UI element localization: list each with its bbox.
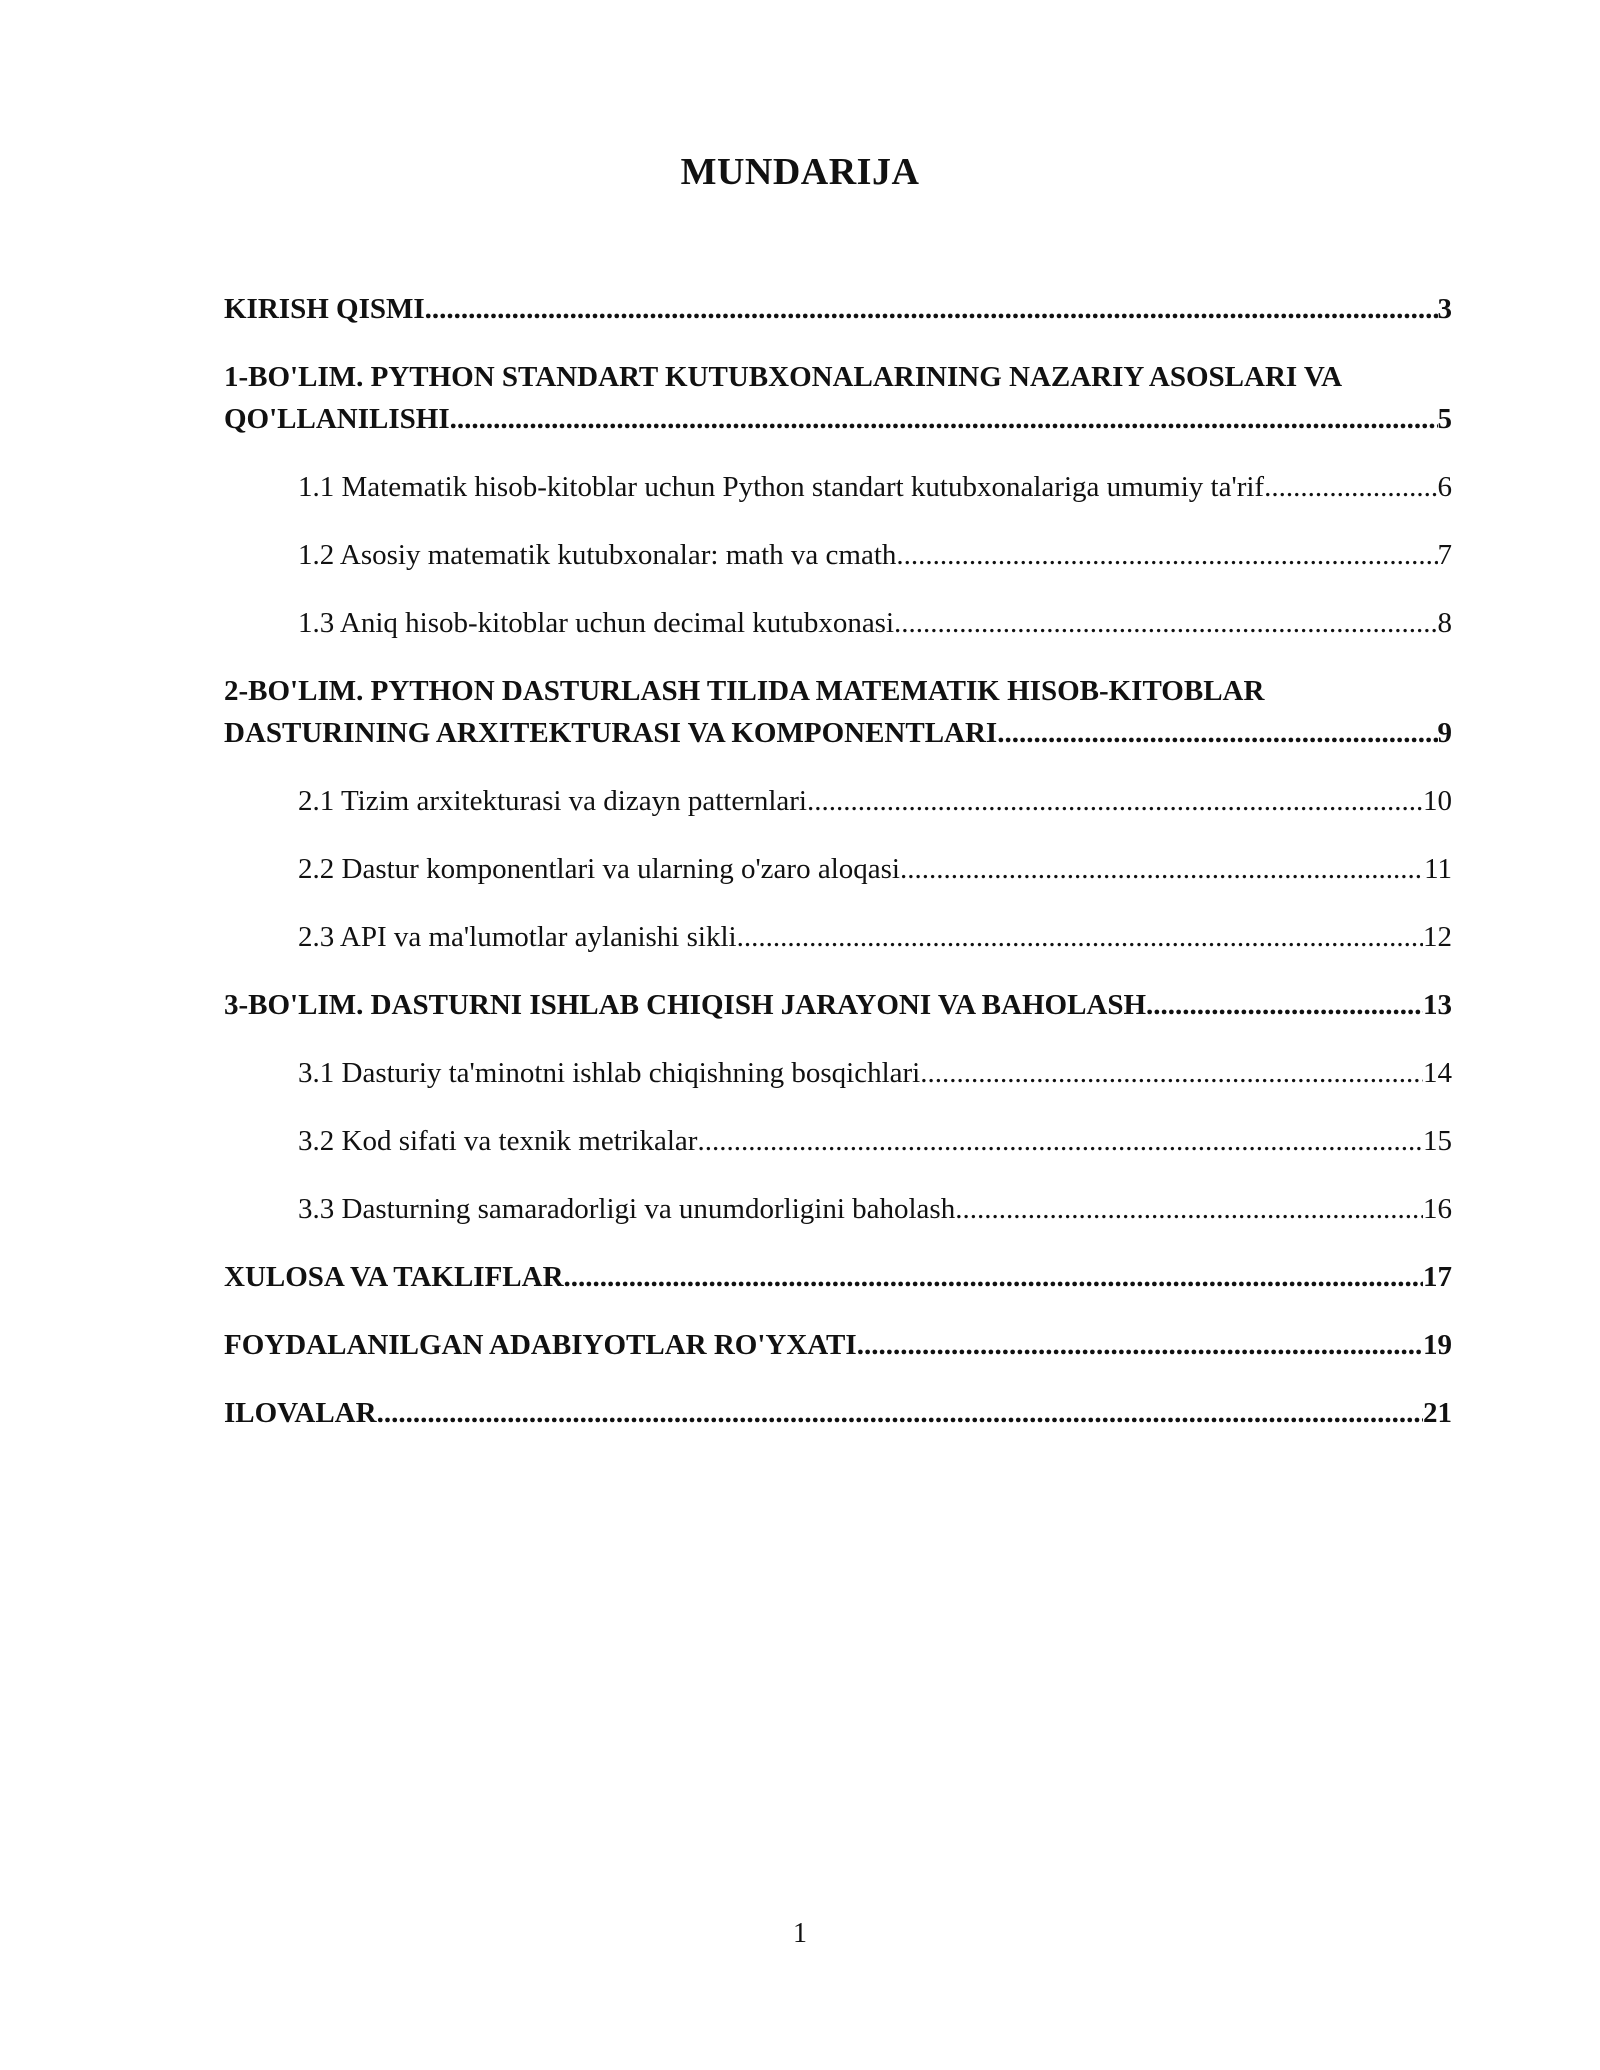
table-of-contents [224,288,1452,1460]
toc-entry-title-line: 1-BO'LIM. PYTHON STANDART KUTUBXONALARINING NAZARIY ASOSLARI VA [224,361,1343,393]
toc-section-entry[interactable] [224,288,1452,330]
toc-list [224,288,1452,1434]
toc-entry-line [298,916,1452,958]
toc-section-entry[interactable] [224,1392,1452,1434]
toc-page-number: 17 [1423,1261,1452,1293]
toc-section-entry[interactable] [224,670,1452,754]
toc-entry-line [224,398,1452,440]
toc-page-number: 21 [1423,1397,1452,1429]
toc-entry-title: 3.3 Dasturning samaradorligi va unumdorligini baholash [298,1193,956,1225]
toc-dot-leader [807,780,1423,822]
toc-dot-leader [896,534,1437,576]
toc-entry-title: 3.2 Kod sifati va texnik metrikalar [298,1125,698,1157]
toc-page-number: 11 [1424,853,1452,885]
toc-entry-title: QO'LLANILISHI [224,403,450,435]
toc-subsection-entry[interactable] [224,848,1452,890]
toc-page-number: 3 [1437,293,1452,325]
toc-dot-leader [425,288,1438,330]
toc-dot-leader [450,398,1438,440]
toc-dot-leader [564,1256,1423,1298]
toc-page-number: 9 [1437,717,1452,749]
toc-dot-leader [955,1188,1423,1230]
toc-entry-line [298,1188,1452,1230]
toc-subsection-entry[interactable] [224,916,1452,958]
toc-page-number: 15 [1423,1125,1452,1157]
toc-page-number: 14 [1423,1057,1452,1089]
toc-entry-title: DASTURINING ARXITEKTURASI VA KOMPONENTLARI [224,717,998,749]
toc-entry-line [298,602,1452,644]
toc-entry-line [224,1256,1452,1298]
toc-entry-line [224,1324,1452,1366]
toc-entry-title: 1.2 Asosiy matematik kutubxonalar: math va cmath [298,539,897,571]
toc-entry-line [298,780,1452,822]
toc-page-number: 16 [1423,1193,1452,1225]
page-number: 1 [793,1918,807,1949]
toc-page-number: 6 [1437,471,1452,503]
toc-subsection-entry[interactable] [224,602,1452,644]
toc-entry-title: 2.2 Dastur komponentlari va ularning o'zaro aloqasi [298,853,900,885]
toc-dot-leader [697,1120,1423,1162]
toc-subsection-entry[interactable] [224,534,1452,576]
toc-entry-title: 1.3 Aniq hisob-kitoblar uchun decimal kutubxonasi [298,607,895,639]
toc-entry-line [298,1120,1452,1162]
toc-entry-line [224,1392,1452,1434]
page-title: MUNDARIJA [680,151,920,193]
toc-entry-title: 2.3 API va ma'lumotlar aylanishi sikli [298,921,737,953]
toc-entry-title: KIRISH QISMI [224,293,425,325]
toc-entry-title: 3.1 Dasturiy ta'minotni ishlab chiqishning bosqichlari [298,1057,921,1089]
toc-dot-leader [857,1324,1423,1366]
toc-entry-title: ILOVALAR [224,1397,377,1429]
toc-dot-leader [737,916,1423,958]
toc-subsection-entry[interactable] [224,1052,1452,1094]
toc-entry-title: XULOSA VA TAKLIFLAR [224,1261,564,1293]
toc-section-entry[interactable] [224,356,1452,440]
toc-page-number: 8 [1437,607,1452,639]
toc-entry-line [298,1052,1452,1094]
toc-dot-leader [377,1392,1423,1434]
toc-page-number: 7 [1437,539,1452,571]
toc-section-entry[interactable] [224,984,1452,1026]
toc-entry-line [224,984,1452,1026]
toc-page-number: 13 [1423,989,1452,1021]
toc-page-number: 5 [1437,403,1452,435]
toc-entry-line [298,534,1452,576]
toc-dot-leader [900,848,1424,890]
toc-dot-leader [920,1052,1423,1094]
toc-page-number: 10 [1423,785,1452,817]
toc-section-entry[interactable] [224,1256,1452,1298]
toc-subsection-entry[interactable] [224,780,1452,822]
toc-page-number: 12 [1423,921,1452,953]
toc-entry-line [298,848,1452,890]
toc-subsection-entry[interactable] [224,1120,1452,1162]
toc-entry-title: 3-BO'LIM. DASTURNI ISHLAB CHIQISH JARAYONI VA BAHOLASH [224,989,1147,1021]
toc-entry-title: 2.1 Tizim arxitekturasi va dizayn patternlari [298,785,807,817]
toc-dot-leader [1264,466,1437,508]
toc-entry-title: FOYDALANILGAN ADABIYOTLAR RO'YXATI [224,1329,857,1361]
toc-section-entry[interactable] [224,1324,1452,1366]
toc-entry-title-line: 2-BO'LIM. PYTHON DASTURLASH TILIDA MATEMATIK HISOB-KITOBLAR [224,675,1265,707]
toc-subsection-entry[interactable] [224,1188,1452,1230]
toc-entry-line [224,712,1452,754]
toc-dot-leader [1146,984,1423,1026]
toc-dot-leader [997,712,1437,754]
toc-entry-title: 1.1 Matematik hisob-kitoblar uchun Python standart kutubxonalariga umumiy ta'rif [298,471,1265,503]
toc-page-number: 19 [1423,1329,1452,1361]
toc-entry-line [298,466,1452,508]
toc-dot-leader [894,602,1437,644]
toc-entry-line [224,288,1452,330]
toc-subsection-entry[interactable] [224,466,1452,508]
